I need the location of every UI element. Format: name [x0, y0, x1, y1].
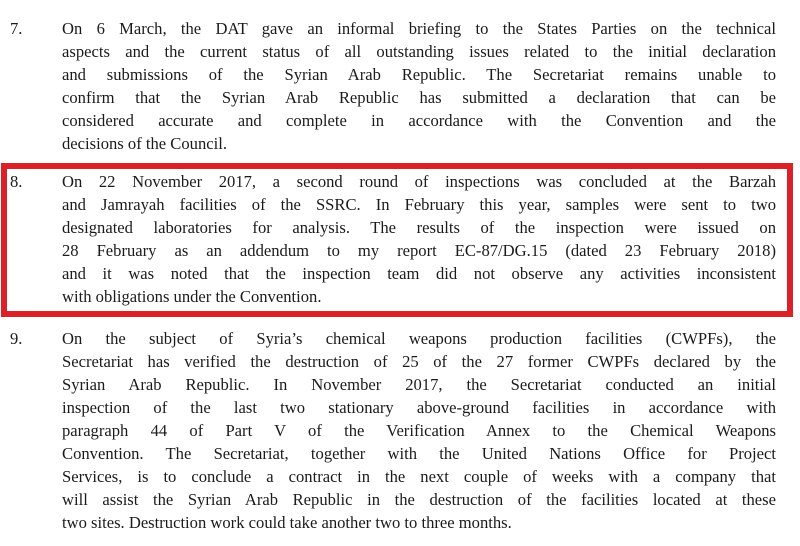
paragraph-line: with obligations under the Convention. [62, 287, 322, 306]
paragraph-line: inspection of the last two stationary above-ground facilities in accordance with [62, 398, 776, 417]
paragraph-line: and it was noted that the inspection team did not observe any activities inconsistent [62, 264, 776, 283]
paragraph-line: and Jamrayah facilities of the SSRC. In February this year, samples were sent to two [62, 195, 776, 214]
paragraph-number: 8. [10, 172, 23, 191]
paragraph-line: On 6 March, the DAT gave an informal briefing to the States Parties on the technical [62, 19, 776, 38]
paragraph-line: decisions of the Council. [62, 134, 227, 153]
paragraph-line: aspects and the current status of all outstanding issues related to the initial declaration [62, 42, 776, 61]
paragraph-line: designated laboratories for analysis. The results of the inspection were issued on [62, 218, 776, 237]
paragraph-body [62, 17, 776, 155]
paragraph-body [62, 327, 776, 534]
paragraph-9 [0, 327, 800, 534]
paragraph-number: 7. [10, 19, 23, 38]
paragraph-line: On the subject of Syria’s chemical weapons production facilities (CWPFs), the [62, 329, 776, 348]
paragraph-line: confirm that the Syrian Arab Republic has submitted a declaration that can be [62, 88, 776, 107]
paragraph-line: Services, is to conclude a contract in the next couple of weeks with a company that [62, 467, 776, 486]
paragraph-line: paragraph 44 of Part V of the Verification Annex to the Chemical Weapons [62, 421, 776, 440]
paragraph-line: Convention. The Secretariat, together with the United Nations Office for Project [62, 444, 776, 463]
paragraph-line: Syrian Arab Republic. In November 2017, the Secretariat conducted an initial [62, 375, 776, 394]
paragraph-line: two sites. Destruction work could take another two to three months. [62, 513, 512, 532]
paragraph-8-highlighted [0, 170, 800, 308]
paragraph-body [62, 170, 776, 308]
paragraph-line: and submissions of the Syrian Arab Republic. The Secretariat remains unable to [62, 65, 776, 84]
paragraph-number: 9. [10, 329, 23, 348]
paragraph-line: Secretariat has verified the destruction of 25 of the 27 former CWPFs declared by the [62, 352, 776, 371]
paragraph-7 [0, 17, 800, 155]
paragraph-line: considered accurate and complete in accordance with the Convention and the [62, 111, 776, 130]
paragraph-line: On 22 November 2017, a second round of inspections was concluded at the Barzah [62, 172, 776, 191]
paragraph-line: 28 February as an addendum to my report EC-87/DG.15 (dated 23 February 2018) [62, 241, 776, 260]
paragraph-line: will assist the Syrian Arab Republic in the destruction of the facilities located at these [62, 490, 776, 509]
